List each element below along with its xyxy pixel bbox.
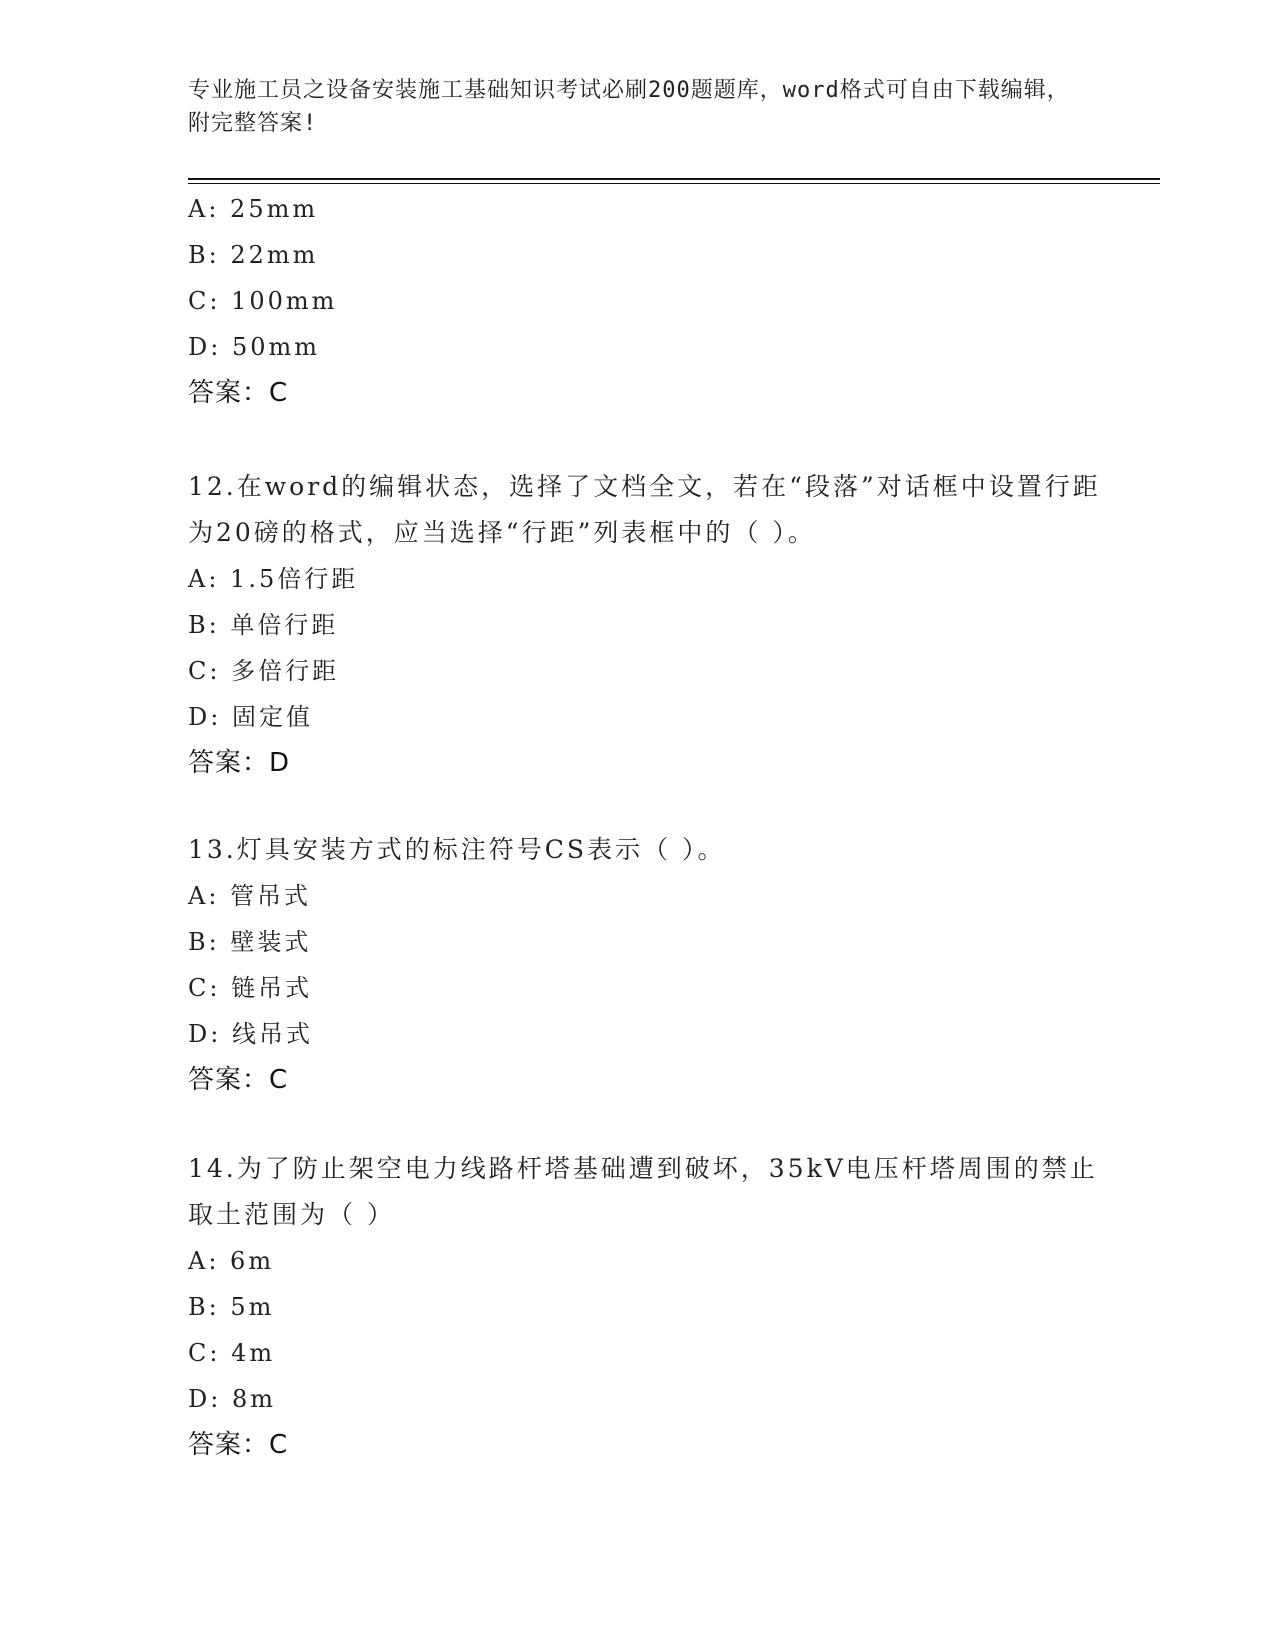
answer-line: 答案：D	[188, 748, 291, 778]
option-a: A: 6m	[188, 1247, 275, 1275]
header-rule-thick	[188, 178, 1160, 180]
answer-line: 答案：C	[188, 378, 289, 408]
option-b: B: 壁装式	[188, 928, 312, 956]
option-d: D: 50mm	[188, 333, 321, 361]
question-text: 13.灯具安装方式的标注符号CS表示（ ）。	[188, 835, 726, 864]
option-c: C: 链吊式	[188, 974, 313, 1002]
question-text: 14.为了防止架空电力线路杆塔基础遭到破坏，35kV电压杆塔周围的禁止取土范围为（ ）	[188, 1154, 1098, 1229]
option-a: A: 1.5倍行距	[188, 565, 359, 593]
answer-line: 答案：C	[188, 1065, 289, 1095]
option-c: C: 4m	[188, 1339, 276, 1367]
option-c: C: 100mm	[188, 287, 338, 315]
question-block-13	[188, 827, 1128, 1103]
option-a: A: 25mm	[188, 195, 319, 223]
option-b: B: 22mm	[188, 241, 319, 269]
question-block-11	[188, 186, 1128, 416]
option-d: D: 线吊式	[188, 1020, 313, 1048]
question-block-14	[188, 1146, 1128, 1468]
header-rule-thin	[188, 183, 1160, 184]
option-d: D: 固定值	[188, 703, 313, 731]
question-text: 12.在word的编辑状态，选择了文档全文，若在“段落”对话框中设置行距为20磅的格式，应当选择“行距”列表框中的（ ）。	[188, 472, 1101, 547]
question-block-12	[188, 464, 1128, 786]
option-d: D: 8m	[188, 1385, 276, 1413]
document-header: 专业施工员之设备安装施工基础知识考试必刷200题题库，word格式可自由下载编辑，附完整答案!	[188, 78, 1070, 136]
option-c: C: 多倍行距	[188, 657, 340, 685]
answer-line: 答案：C	[188, 1430, 289, 1460]
option-b: B: 单倍行距	[188, 611, 339, 639]
option-b: B: 5m	[188, 1293, 275, 1321]
option-a: A: 管吊式	[188, 882, 312, 910]
